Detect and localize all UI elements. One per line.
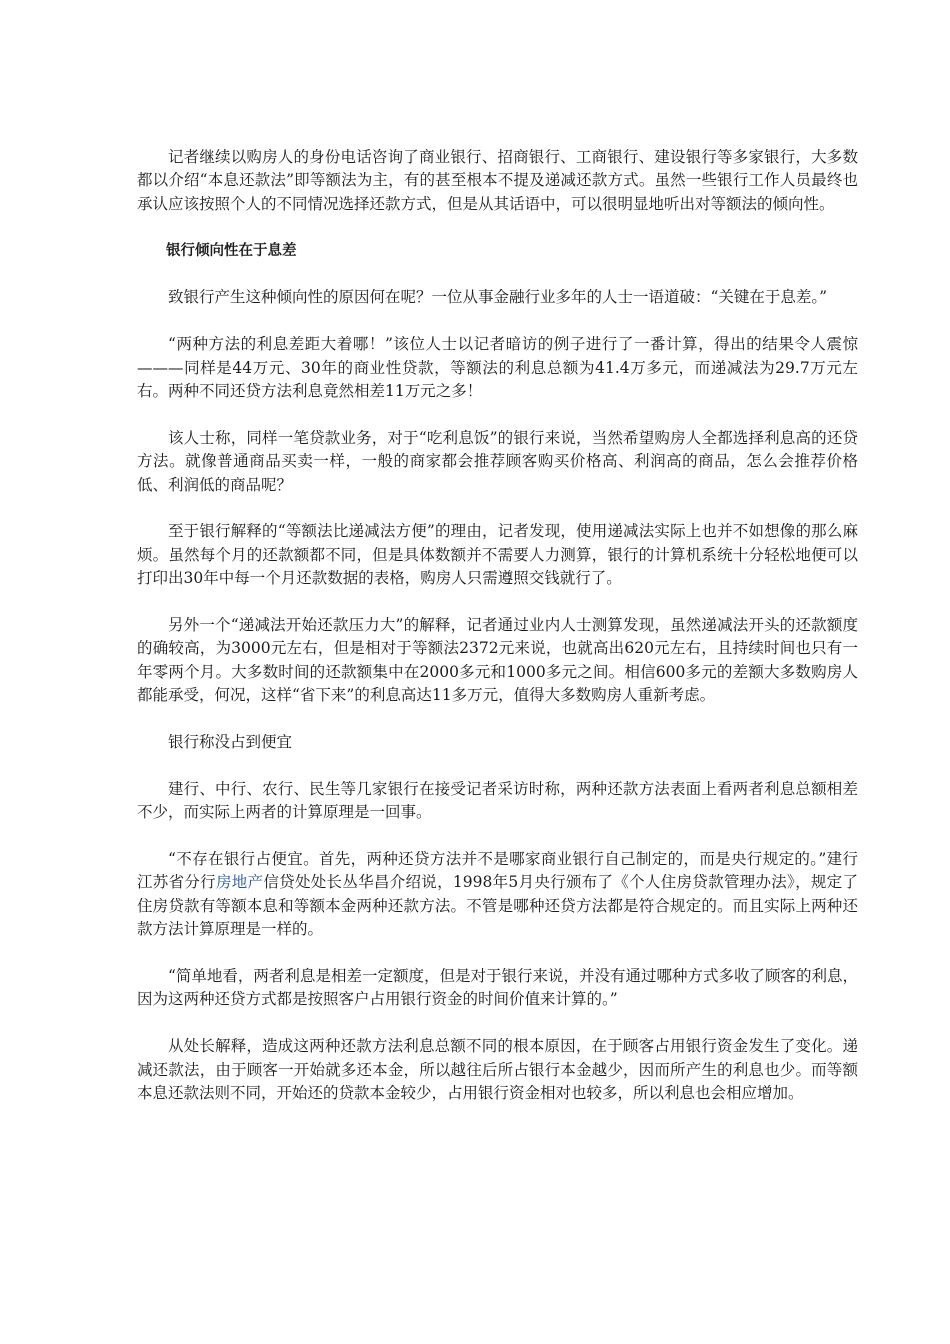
paragraph-8-text-after: 信贷处处长丛华昌介绍说，1998年5月央行颁布了《个人住房贷款管理办法》，规定了住房贷款有等额本息和等额本金两种还款方法。不管是哪种还贷方法都是符合规定的。而且实际上两种还款方法计算原理是一样的。	[137, 873, 858, 939]
paragraph-3: “两种方法的利息差距大着哪！”该位人士以记者暗访的例子进行了一番计算，得出的结果令人震惊———同样是44万元、30年的商业性贷款，等额法的利息总额为41.4万多元，而递减法为29.7万元左右。两种不同还贷方法利息竟然相差11万元之多！	[137, 335, 858, 401]
section-heading-2: 银行称没占到便宜	[168, 733, 293, 752]
paragraph-9: “简单地看，两者利息是相差一定额度，但是对于银行来说，并没有通过哪种方式多收了顾客的利息，因为这两种还贷方式都是按照客户占用银行资金的时间价值来计算的。”	[137, 967, 858, 1009]
paragraph-10: 从处长解释，造成这两种还款方法利息总额不同的根本原因，在于顾客占用银行资金发生了变化。递减还款法，由于顾客一开始就多还本金，所以越往后所占银行本金越少，因而所产生的利息也少。而等额本息还款法则不同，开始还的贷款本金较少，占用银行资金相对也较多，所以利息也会相应增加。	[137, 1037, 858, 1103]
paragraph-4: 该人士称，同样一笔贷款业务，对于“吃利息饭”的银行来说，当然希望购房人全都选择利息高的还贷方法。就像普通商品买卖一样，一般的商家都会推荐顾客购买价格高、利润高的商品，怎么会推荐价格低、利润低的商品呢？	[137, 428, 858, 494]
section-heading-1: 银行倾向性在于息差	[166, 242, 297, 259]
paragraph-7: 建行、中行、农行、民生等几家银行在接受记者采访时称，两种还款方法表面上看两者利息总额相差不少，而实际上两者的计算原理是一回事。	[137, 779, 858, 822]
paragraph-1: 记者继续以购房人的身份电话咨询了商业银行、招商银行、工商银行、建设银行等多家银行，大多数都以介绍“本息还款法”即等额法为主，有的甚至根本不提及递减还款方式。虽然一些银行工作人员最终也承认应该按照个人的不同情况选择还款方式，但是从其话语中，可以很明显地听出对等额法的倾向性。	[137, 148, 858, 213]
paragraph-8-text-before: “不存在银行占便宜。首先，两种还贷方法并不是哪家商业银行自己制定的，而是央行规定的。”建行江苏省分行	[137, 850, 858, 892]
paragraph-6: 另外一个“递减法开始还款压力大”的解释，记者通过业内人士测算发现，虽然递减法开头的还款额度的确较高，为3000元左右，但是相对于等额法2372元来说，也就高出620元左右，且持续时间也只有一年零两个月。大多数时间的还款额集中在2000多元和1000多元之间。相信600多元的差额大多数购房人都能承受，何况，这样“省下来”的利息高达11多万元，值得大多数购房人重新考虑。	[137, 616, 858, 705]
article-body	[137, 146, 858, 1129]
paragraph-2: 致银行产生这种倾向性的原因何在呢？一位从事金融行业多年的人士一语道破：“关键在于息差。”	[168, 288, 828, 307]
real-estate-link[interactable]: 房地产	[215, 873, 264, 892]
paragraph-8	[137, 848, 858, 942]
paragraph-5: 至于银行解释的“等额法比递减法方便”的理由，记者发现，使用递减法实际上也并不如想像的那么麻烦。虽然每个月的还款额都不同，但是具体数额并不需要人力测算，银行的计算机系统十分轻松地便可以打印出30年中每一个月还款数据的表格，购房人只需遵照交钱就行了。	[137, 522, 858, 588]
